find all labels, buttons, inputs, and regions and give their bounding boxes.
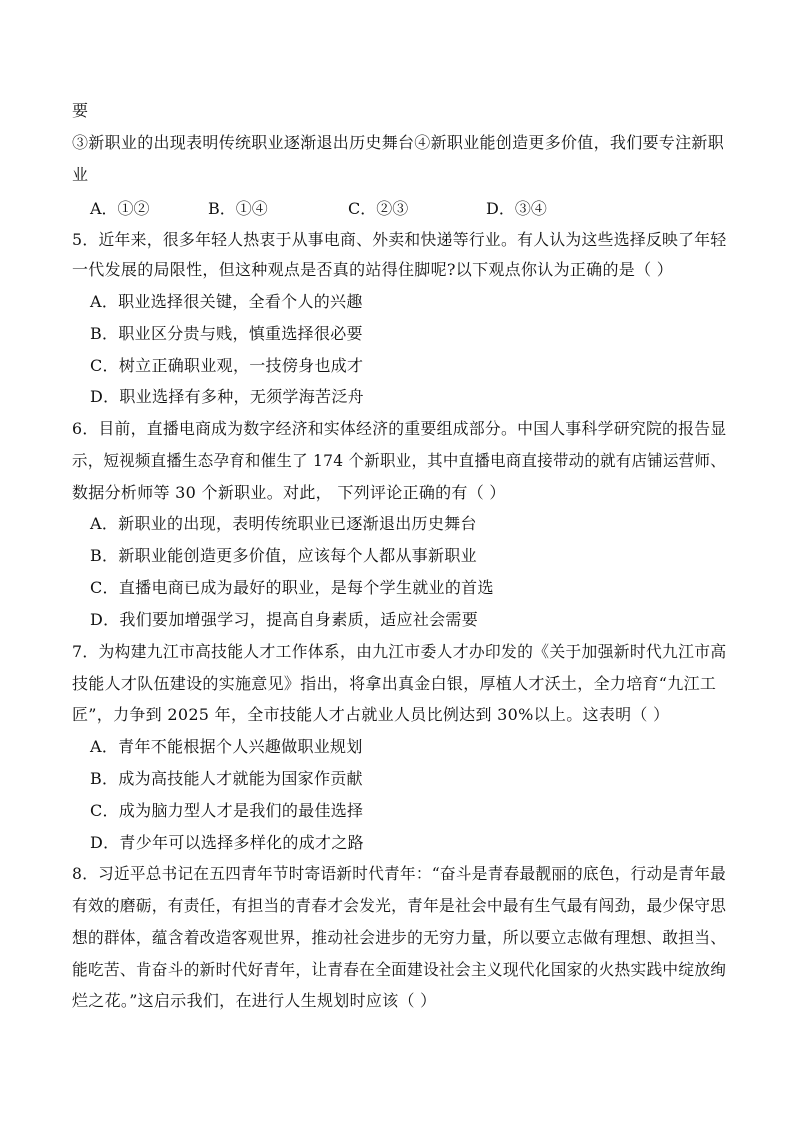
fragment-text: 要 — [72, 101, 89, 120]
q7-stem-line-3: 匠”，力争到 2025 年，全市技能人才占就业人员比例达到 30%以上。这表明（ ） — [72, 705, 670, 724]
q7-stem-line-2: 技能人才队伍建设的实施意见》指出，将拿出真金白银，厚植人才沃土，全力培育“九江工 — [72, 674, 717, 693]
q8-stem-line-4: 能吃苦、肯奋斗的新时代好青年，让青春在全面建设社会主义现代化国家的火热实践中绽放绚 — [72, 960, 727, 979]
q4-option-line-2: 业 — [72, 165, 89, 184]
q5-option-a: A．职业选择很关键，全看个人的兴趣 — [90, 292, 363, 311]
q8-stem-line-3: 想的群体，蕴含着改造客观世界，推动社会进步的无穷力量，所以要立志做有理想、敢担当、 — [72, 928, 727, 947]
q4-choice-d: D．③④ — [486, 199, 547, 218]
q6-stem-line-2: 示，短视频直播生态孕育和催生了 174 个新职业，其中直播电商直接带动的就有店铺运营师、 — [72, 451, 726, 470]
q6-stem-line-1: 6．目前，直播电商成为数字经济和实体经济的重要组成部分。中国人事科学研究院的报告显 — [72, 419, 727, 438]
q7-option-b: B．成为高技能人才就能为国家作贡献 — [90, 769, 363, 788]
q6-option-b: B．新职业能创造更多价值，应该每个人都从事新职业 — [90, 546, 477, 565]
q8-stem-line-2: 有效的磨砺，有责任，有担当的青春才会发光，青年是社会中最有生气最有闯劲，最少保守思 — [72, 896, 727, 915]
q8-stem-line-5: 烂之花。”这启示我们，在进行人生规划时应该（ ） — [72, 991, 437, 1010]
q7-stem-line-1: 7．为构建九江市高技能人才工作体系，由九江市委人才办印发的《关于加强新时代九江市高 — [72, 642, 727, 661]
q5-option-c: C．树立正确职业观，一技傍身也成才 — [90, 356, 364, 375]
q8-stem-line-1: 8．习近平总书记在五四青年节时寄语新时代青年：“奋斗是青春最靓丽的底色，行动是青年最 — [72, 864, 726, 883]
q5-stem-line-2: 一代发展的局限性，但这种观点是否真的站得住脚呢?以下观点你认为正确的是（ ） — [72, 260, 674, 279]
q7-option-d: D．青少年可以选择多样化的成才之路 — [90, 833, 364, 852]
q6-stem-line-3: 数据分析师等 30 个新职业。对此， 下列评论正确的有（ ） — [72, 483, 506, 502]
q5-stem-line-1: 5．近年来，很多年轻人热衷于从事电商、外卖和快递等行业。有人认为这些选择反映了年轻 — [72, 230, 727, 249]
q4-choice-a: A．①② — [90, 199, 150, 218]
q5-option-b: B．职业区分贵与贱，慎重选择很必要 — [90, 324, 363, 343]
q6-option-d: D．我们要加增强学习，提高自身素质，适应社会需要 — [90, 610, 479, 629]
q4-choice-b: B．①④ — [208, 199, 268, 218]
q6-option-a: A．新职业的出现，表明传统职业已逐渐退出历史舞台 — [90, 514, 477, 533]
q6-option-c: C．直播电商已成为最好的职业，是每个学生就业的首选 — [90, 578, 494, 597]
q7-option-a: A．青年不能根据个人兴趣做职业规划 — [90, 737, 363, 756]
q7-option-c: C．成为脑力型人才是我们的最佳选择 — [90, 801, 364, 820]
q4-option-line-1: ③新职业的出现表明传统职业逐渐退出历史舞台④新职业能创造更多价值，我们要专注新职 — [72, 133, 725, 152]
q4-choice-c: C．②③ — [348, 199, 409, 218]
q5-option-d: D．职业选择有多种，无须学海苦泛舟 — [90, 387, 364, 406]
